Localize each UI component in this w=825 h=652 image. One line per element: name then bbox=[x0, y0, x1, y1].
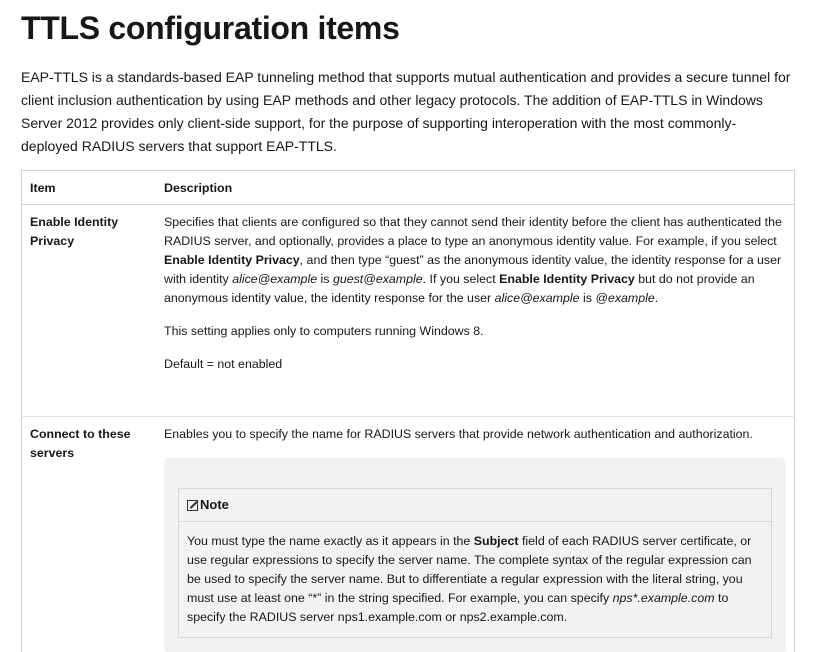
text-segment: is bbox=[317, 272, 333, 286]
page-title: TTLS configuration items bbox=[21, 10, 400, 47]
text-segment: . If you select bbox=[423, 272, 499, 286]
description-paragraph: Enables you to specify the name for RADIUS servers that provide network authentication and authorization. bbox=[164, 425, 786, 444]
row-item-name: Enable Identity Privacy bbox=[22, 205, 157, 417]
note-label: Note bbox=[200, 489, 229, 521]
bold-term: Subject bbox=[474, 534, 519, 548]
text-segment: Specifies that clients are configured so that they cannot send their identity before the client has authenticated the RADIUS server, and optionally, provides a place to type an anonymous identity value. For example, if you select bbox=[164, 215, 782, 248]
text-segment: . bbox=[655, 291, 658, 305]
italic-term: alice@example bbox=[232, 272, 317, 286]
text-segment: is bbox=[580, 291, 596, 305]
header-item: Item bbox=[22, 171, 157, 205]
text-segment: , and then type “guest” as the anonymous identity value, the identity response for a user with identity bbox=[164, 253, 781, 286]
italic-term: @example bbox=[595, 291, 654, 305]
bold-term: Enable Identity Privacy bbox=[499, 272, 635, 286]
description-paragraph: Default = not enabled bbox=[164, 355, 786, 374]
configuration-table bbox=[21, 170, 795, 652]
text-segment: but do not provide an anonymous identity value, the identity response for the user bbox=[164, 272, 755, 305]
note-body bbox=[179, 522, 771, 637]
table-row bbox=[22, 205, 795, 417]
table-header-row bbox=[22, 171, 795, 205]
text-segment: to specify the RADIUS server nps1.example.com or nps2.example.com. bbox=[187, 591, 728, 624]
row-item-name: Connect to these servers bbox=[22, 417, 157, 652]
header-description: Description bbox=[156, 171, 795, 205]
intro-paragraph: EAP-TTLS is a standards-based EAP tunneling method that supports mutual authentication and provides a secure tunnel for client inclusion authentication by using EAP methods and other legacy protocols. The addition of EAP-TTLS in Windows Server 2012 provides only client-side support, for the purpose of supporting interoperation with the most commonly-deployed RADIUS servers that support EAP-TTLS. bbox=[21, 66, 791, 158]
description-paragraph bbox=[164, 213, 786, 308]
table-row bbox=[22, 417, 795, 652]
note-header bbox=[179, 489, 771, 522]
description-paragraph: This setting applies only to computers running Windows 8. bbox=[164, 322, 786, 341]
row-description bbox=[156, 417, 795, 652]
text-segment: field of each RADIUS server certificate, or use regular expressions to specify the server name. The complete syntax of the regular expression can be used to specify the server name. But to differentiate a regular expression with the literal string, you must use at least one “*” in the string specified. For example, you can specify bbox=[187, 534, 752, 605]
italic-term: guest@example bbox=[333, 272, 423, 286]
italic-term: alice@example bbox=[495, 291, 580, 305]
italic-term: nps*.example.com bbox=[613, 591, 715, 605]
note-pencil-icon bbox=[187, 500, 198, 511]
text-segment: You must type the name exactly as it appears in the bbox=[187, 534, 474, 548]
bold-term: Enable Identity Privacy bbox=[164, 253, 300, 267]
note-callout bbox=[164, 458, 786, 652]
row-description bbox=[156, 205, 795, 417]
note-frame bbox=[178, 488, 772, 638]
